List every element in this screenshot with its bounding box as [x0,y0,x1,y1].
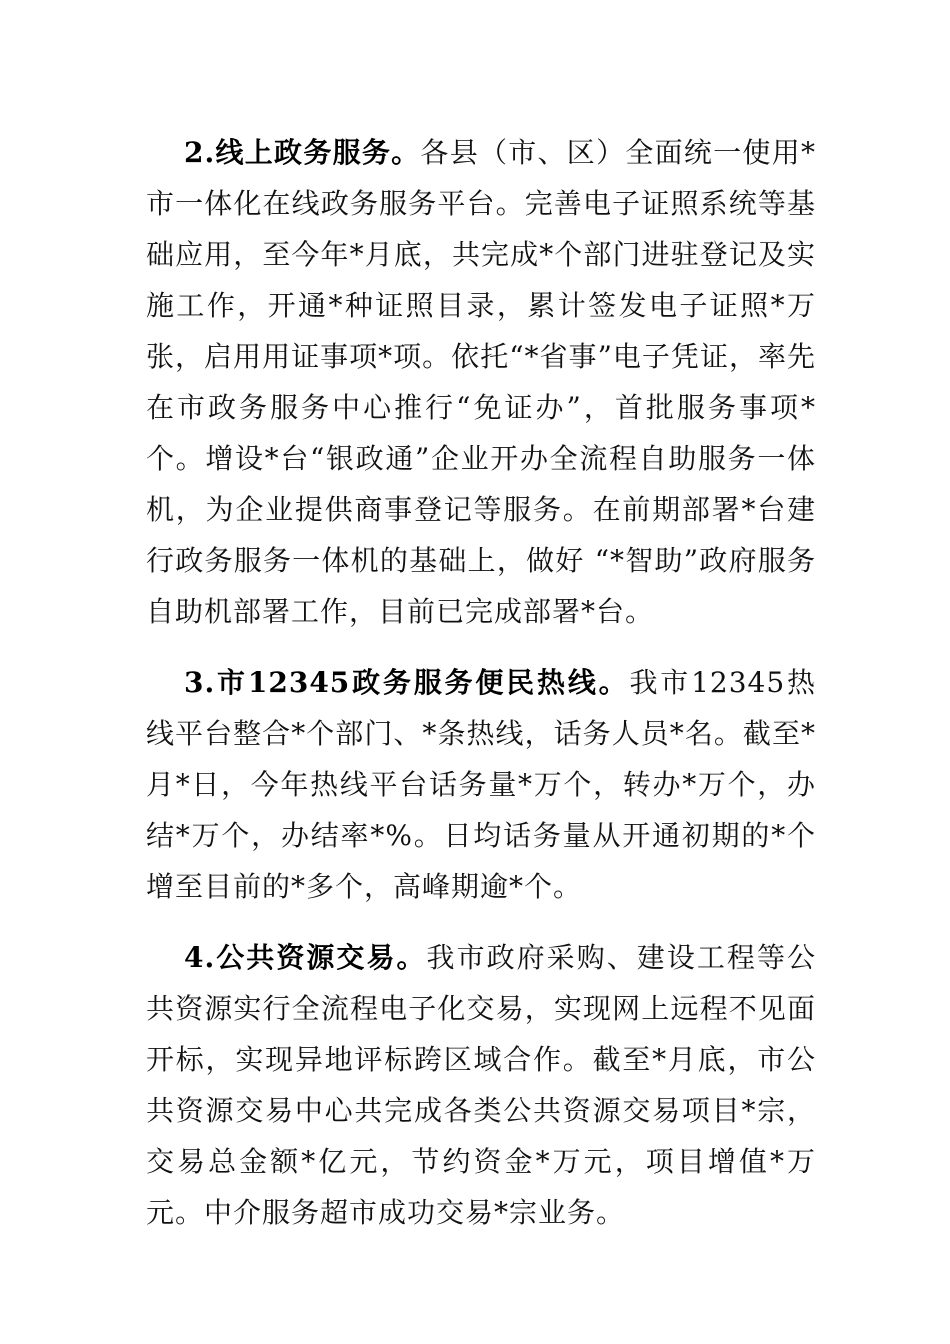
paragraph-text: 我市政府采购、建设工程等公共资源实行全流程电子化交易，实现网上远程不见面开标，实现异地评标跨区域合作。截至*月底，市公共资源交易中心共完成各类公共资源交易项目*宗，交易总金额*亿元，节约资金*万元，项目增值*万元。中介服务超市成功交易*宗业务。 [146,941,816,1229]
paragraph-heading: 4.公共资源交易。 [184,941,427,974]
document-body [146,127,816,1258]
paragraph-text: 各县（市、区）全面统一使用*市一体化在线政务服务平台。完善电子证照系统等基础应用，至今年*月底，共完成*个部门进驻登记及实施工作，开通*种证照目录，累计签发电子证照*万张，启用用证事项*项。依托“*省事”电子凭证，率先在市政务服务中心推行“免证办”，首批服务事项*个。增设*台“银政通”企业开办全流程自助服务一体机，为企业提供商事登记等服务。在前期部署*台建行政务服务一体机的基础上，做好 “*智助”政府服务自助机部署工作，目前已完成部署*台。 [146,136,816,628]
paragraph-text: 我市12345热线平台整合*个部门、*条热线，话务人员*名。截至*月*日，今年热线平台话务量*万个，转办*万个，办结*万个，办结率*%。日均话务量从开通初期的*个增至目前的*多个，高峰期逾*个。 [146,666,816,903]
paragraph-heading: 2.线上政务服务。 [184,136,421,169]
paragraph-hotline [146,657,816,912]
paragraph-heading: 3.市12345政务服务便民热线。 [184,666,630,699]
paragraph-online-services [146,127,816,637]
paragraph-public-resource-trading [146,932,816,1238]
